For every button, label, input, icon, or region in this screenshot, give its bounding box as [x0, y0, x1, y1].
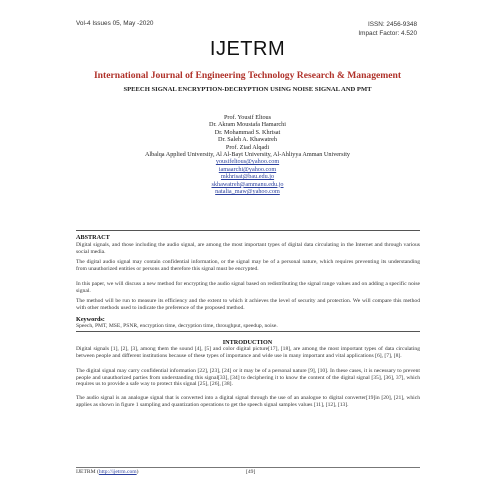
- abstract-paragraph: Digital signals, and those including the audio signal, are among the most important types of digital data circulating in the Internet and through various social media.: [76, 242, 420, 255]
- footer-close: ): [136, 469, 139, 475]
- keywords-text: Speech, PMT, MSE, PSNR, encryption time, decryption time, throughput, speedup, noise.: [76, 323, 278, 329]
- author-email-link[interactable]: skhawatreh@ammanu.edu.jo: [211, 180, 284, 188]
- footer-url-link[interactable]: http://ijetrm.com: [98, 469, 137, 475]
- author-name: Prof. Ziad Alqadi: [225, 143, 270, 151]
- author-name: Dr. Akram Moustafa Hamarchi: [209, 121, 286, 129]
- page-number: [49]: [246, 469, 256, 475]
- issn-block: [358, 20, 417, 38]
- volume-issue: Vol-4 Issues 05, May -2020: [76, 20, 154, 27]
- abstract-paragraph: In this paper, we will discuss a new method for encrypting the audio signal based on redistributing the signal range values and on adding a specific noise signal.: [76, 281, 420, 294]
- impact-factor: Impact Factor: 4.520: [358, 30, 417, 37]
- abstract-paragraph: The method will be run to measure its efficiency and the extent to which it achieves the level of security and protection. We will compare this method with other methods used to indicate the preference of the proposed method.: [76, 298, 420, 311]
- abstract-heading: ABSTRACT: [76, 234, 110, 241]
- footer-rule: [76, 467, 420, 468]
- author-email-link[interactable]: mkhrisat@bau.edu.jo: [220, 173, 275, 181]
- author-email-link[interactable]: iamaarchi@yahoo.com: [218, 165, 277, 173]
- introduction-paragraph: The digital signal may carry confidential information [22], [23], [24] or it may be of a personal nature [9], [10]. In these cases, it is necessary to prevent people and unauthorized parties from understanding this signal[33], [34] to deciphering it to know the content of the digital signal [35], [36], 37], which requires us to provide a safe way to protect this signal [25], [26], [38].: [76, 368, 420, 387]
- author-name: Prof. Yousif Eltous: [223, 114, 272, 121]
- affiliation: Albalqa Applied University, Al Al-Bayt University, Al-Ahliyya Amman University: [144, 151, 351, 159]
- journal-name: International Journal of Engineering Technology Research & Management: [93, 70, 402, 81]
- abstract-paragraph: The digital audio signal may contain confidential information, or the signal may be of a personal nature, which requires preventing its understanding from unauthorized entities or persons and therefore this signal must be encrypted.: [76, 259, 420, 272]
- author-block: [0, 114, 495, 195]
- author-name: Dr. Mohammad S. Khrisat: [214, 128, 281, 136]
- abstract-bottom-rule: [76, 331, 420, 332]
- introduction-paragraph: The audio signal is an analogue signal that is converted into a digital signal through the use of an analogue to digital converter[19]in [20], [21], which applies as shown in figure 1 sampling and quantization operations to get the speech signal samples values [11], [12], [13].: [76, 395, 420, 408]
- page-footer: [76, 469, 256, 475]
- journal-logo: IJETRM: [209, 38, 286, 60]
- author-email-link[interactable]: natalia_maw@yahoo.com: [215, 188, 280, 196]
- abstract-top-rule: [76, 230, 420, 231]
- author-name: Dr. Saleh A. Khawatreh: [218, 136, 277, 144]
- issn: ISSN: 2456-9348: [367, 21, 417, 28]
- keywords-heading: Keywords:: [76, 316, 105, 323]
- introduction-heading: INTRODUCTION: [222, 339, 273, 346]
- introduction-paragraph: Digital signals [1], [2], [3], among them the sound [4], [5] and color digital picture[17], [18], are among the most important types of data circulating between people and different institutions because of these types of importance and wide use in many important and vital applications [6], [7], [8].: [76, 346, 420, 359]
- footer-journal: IJETRM (: [76, 469, 99, 475]
- author-email-link[interactable]: yousifeltous@yahoo.com: [215, 158, 280, 166]
- paper-title: SPEECH SIGNAL ENCRYPTION-DECRYPTION USING NOISE SIGNAL AND PMT: [123, 86, 372, 93]
